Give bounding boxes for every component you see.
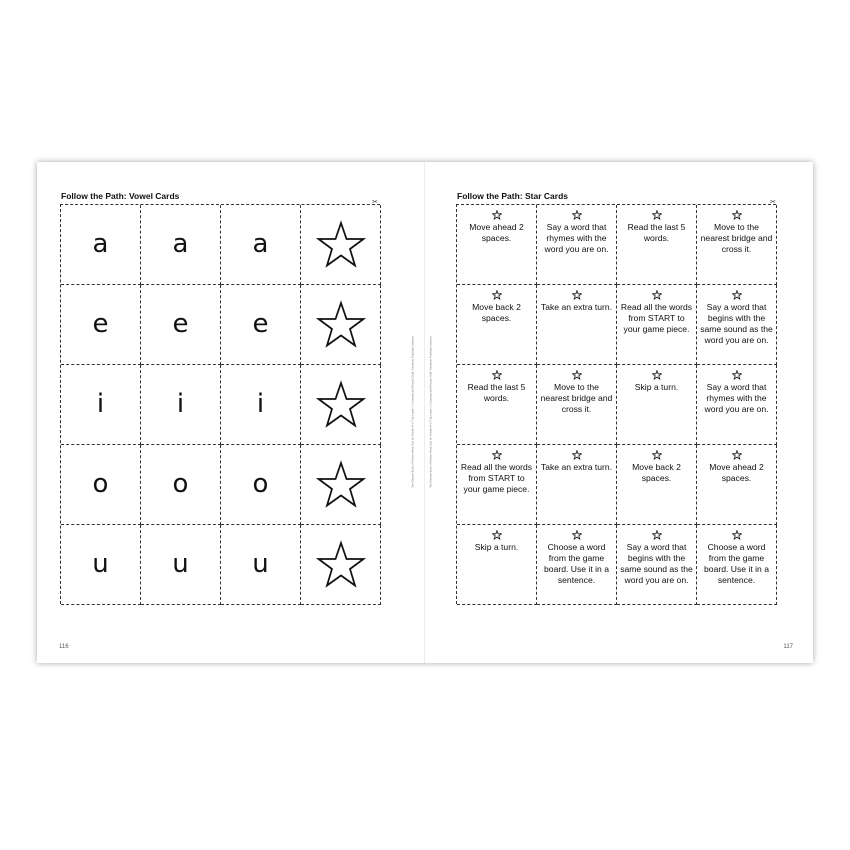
vowel-letter: e [252, 308, 269, 339]
star-outline-icon [492, 450, 502, 460]
card-instruction: Choose a word from the game board. Use it in a sentence. [544, 542, 609, 585]
star-outline-icon [732, 450, 742, 460]
vowel-card [141, 525, 221, 605]
star-action-card [697, 525, 777, 605]
star-action-card [697, 365, 777, 445]
star-action-card [457, 365, 537, 445]
vowel-letter: o [252, 468, 269, 499]
star-action-card [537, 205, 617, 285]
vowel-letter: e [172, 308, 189, 339]
star-action-card [457, 285, 537, 365]
scissors-icon: ✂ [372, 199, 378, 206]
star-action-card [457, 525, 537, 605]
star-outline-icon [652, 450, 662, 460]
vowel-card-grid [60, 204, 380, 604]
star-card [301, 525, 381, 605]
star-action-card [537, 525, 617, 605]
vowel-letter: i [176, 388, 185, 419]
star-action-card [617, 365, 697, 445]
right-page [425, 162, 813, 663]
card-instruction: Take an extra turn. [540, 302, 613, 312]
vowel-card [141, 365, 221, 445]
star-action-card [537, 365, 617, 445]
vowel-letter: i [256, 388, 265, 419]
card-instruction: Move to the nearest bridge and cross it. [540, 382, 613, 414]
vowel-letter: u [172, 548, 189, 579]
star-outline-icon [652, 530, 662, 540]
card-instruction: Take an extra turn. [540, 462, 613, 472]
vowel-letter: o [172, 468, 189, 499]
vowel-card [61, 365, 141, 445]
vowel-card [221, 365, 301, 445]
star-outline-icon [652, 210, 662, 220]
star-outline-icon [652, 370, 662, 380]
card-instruction: Move ahead 2 spaces. [469, 222, 524, 243]
scissors-icon: ✂ [770, 199, 776, 206]
star-outline-icon [316, 540, 366, 590]
star-outline-icon [572, 530, 582, 540]
card-instruction: Skip a turn. [474, 542, 519, 552]
card-instruction: Read all the words from START to your game piece. [460, 462, 533, 494]
star-action-card [617, 205, 697, 285]
vowel-card [221, 445, 301, 525]
star-outline-icon [732, 370, 742, 380]
star-action-card [617, 445, 697, 525]
star-outline-icon [492, 370, 502, 380]
vowel-card [221, 285, 301, 365]
star-outline-icon [316, 460, 366, 510]
vowel-card [141, 285, 221, 365]
star-outline-icon [316, 380, 366, 430]
vowel-card [61, 445, 141, 525]
star-outline-icon [492, 210, 502, 220]
book-spread [37, 162, 813, 663]
card-instruction: Say a word that rhymes with the word you are on. [544, 222, 609, 254]
page-number: 117 [783, 644, 793, 650]
star-card [301, 445, 381, 525]
vowel-letter: i [96, 388, 105, 419]
card-instruction: Read the last 5 words. [627, 222, 686, 243]
page-title: Follow the Path: Star Cards [457, 191, 568, 201]
star-outline-icon [316, 300, 366, 350]
card-instruction: Skip a turn. [634, 382, 679, 392]
star-outline-icon [652, 290, 662, 300]
star-action-card [617, 525, 697, 605]
card-instruction: Say a word that begins with the same sound as the word you are on. [620, 542, 693, 585]
star-outline-icon [572, 370, 582, 380]
vowel-card [141, 205, 221, 285]
star-action-card [697, 205, 777, 285]
card-instruction: Choose a word from the game board. Use it in a sentence. [704, 542, 769, 585]
card-instruction: Read the last 5 words. [467, 382, 526, 403]
star-outline-icon [572, 450, 582, 460]
star-action-card [537, 445, 617, 525]
vowel-letter: o [92, 468, 109, 499]
vowel-letter: u [92, 548, 109, 579]
card-instruction: Move ahead 2 spaces. [709, 462, 764, 483]
page-title: Follow the Path: Vowel Cards [61, 191, 180, 201]
star-outline-icon [732, 530, 742, 540]
star-outline-icon [492, 530, 502, 540]
star-action-card [617, 285, 697, 365]
card-instruction: Say a word that rhymes with the word you are on. [704, 382, 769, 414]
vowel-card [61, 525, 141, 605]
star-outline-icon [572, 210, 582, 220]
vowel-letter: a [252, 228, 269, 259]
copyright-credit: The Ultimate Book of Phonics Word Lists for Grades K–2 © by Laurie J. Cousseau and Rhonda Graff, Scholastic Teaching Solutions [411, 336, 415, 488]
page-number: 116 [59, 644, 69, 650]
card-instruction: Move back 2 spaces. [472, 302, 521, 323]
star-action-card [457, 445, 537, 525]
vowel-letter: a [92, 228, 109, 259]
vowel-card [221, 525, 301, 605]
vowel-letter: u [252, 548, 269, 579]
vowel-letter: e [92, 308, 109, 339]
star-card [301, 205, 381, 285]
star-outline-icon [732, 210, 742, 220]
star-outline-icon [732, 290, 742, 300]
star-outline-icon [492, 290, 502, 300]
card-instruction: Say a word that begins with the same sound as the word you are on. [700, 302, 773, 345]
card-instruction: Move to the nearest bridge and cross it. [700, 222, 773, 254]
vowel-card [141, 445, 221, 525]
left-page [37, 162, 425, 663]
star-outline-icon [316, 220, 366, 270]
copyright-credit: The Ultimate Book of Phonics Word Lists for Grades K–2 © by Laurie J. Cousseau and Rhonda Graff, Scholastic Teaching Solutions [429, 336, 433, 488]
star-action-card [697, 445, 777, 525]
star-action-card [697, 285, 777, 365]
star-outline-icon [572, 290, 582, 300]
star-card [301, 285, 381, 365]
card-instruction: Move back 2 spaces. [632, 462, 681, 483]
star-card [301, 365, 381, 445]
vowel-card [61, 205, 141, 285]
star-card-grid [456, 204, 776, 604]
vowel-card [61, 285, 141, 365]
card-instruction: Read all the words from START to your game piece. [620, 302, 693, 334]
star-action-card [457, 205, 537, 285]
star-action-card [537, 285, 617, 365]
vowel-card [221, 205, 301, 285]
vowel-letter: a [172, 228, 189, 259]
